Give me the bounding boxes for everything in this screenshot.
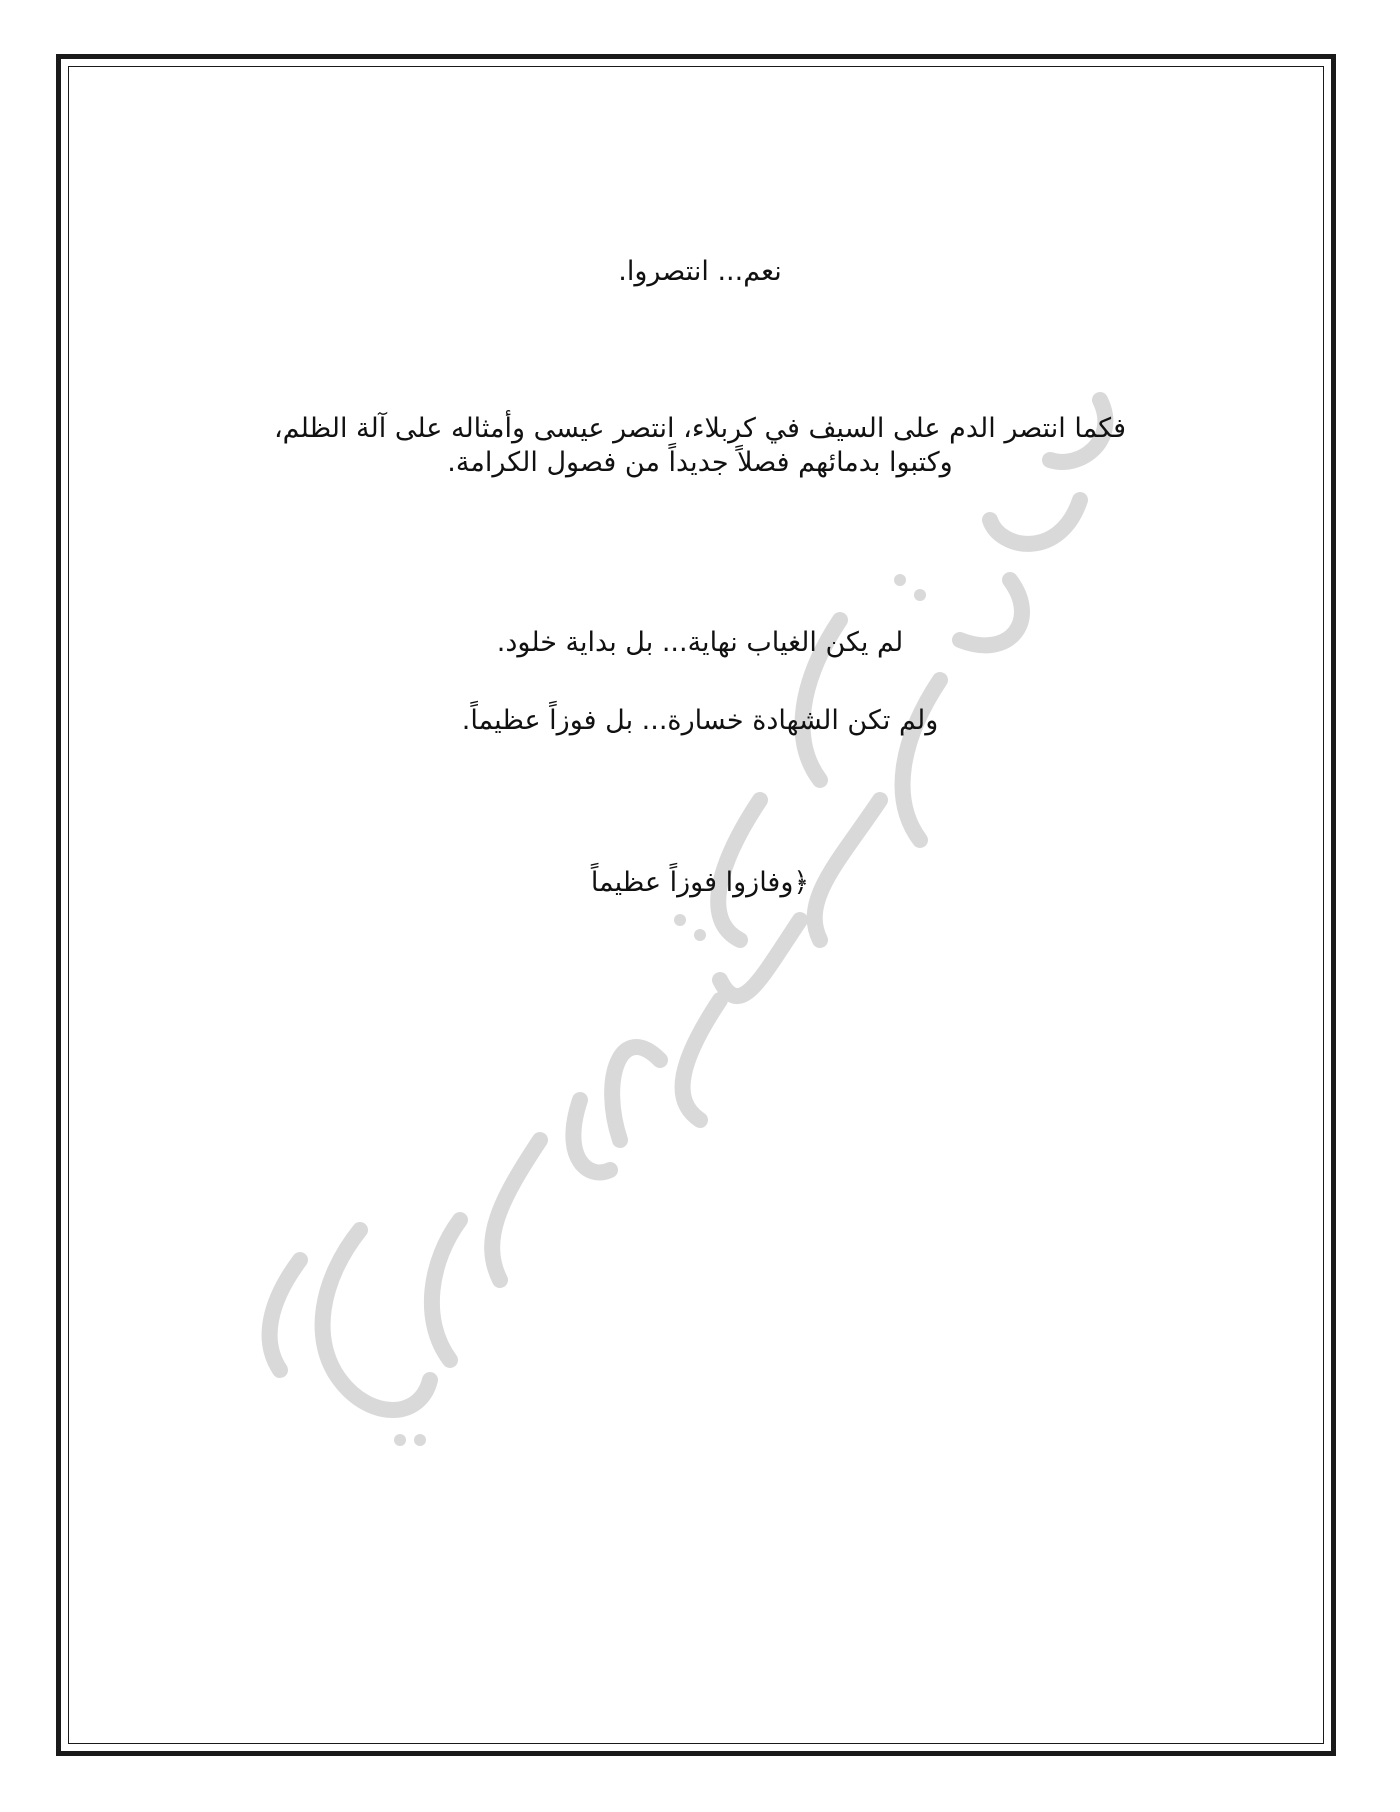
text-line-3: وكتبوا بدمائهم فصلاً جديداً من فصول الكرامة. bbox=[447, 447, 953, 478]
text-line-2: فكما انتصر الدم على السيف في كربلاء، انتصر عيسى وأمثاله على آلة الظلم، bbox=[273, 413, 1127, 444]
text-line-5: ولم تكن الشهادة خسارة... بل فوزاً عظيماً. bbox=[461, 705, 939, 736]
page-border-inner bbox=[68, 66, 1324, 1744]
text-line-6: ﴿وفازوا فوزاً عظيماً bbox=[590, 867, 810, 898]
text-line-4: لم يكن الغياب نهاية... بل بداية خلود. bbox=[496, 627, 904, 658]
text-line-1: نعم... انتصروا. bbox=[618, 256, 782, 287]
page-border bbox=[56, 54, 1336, 1756]
